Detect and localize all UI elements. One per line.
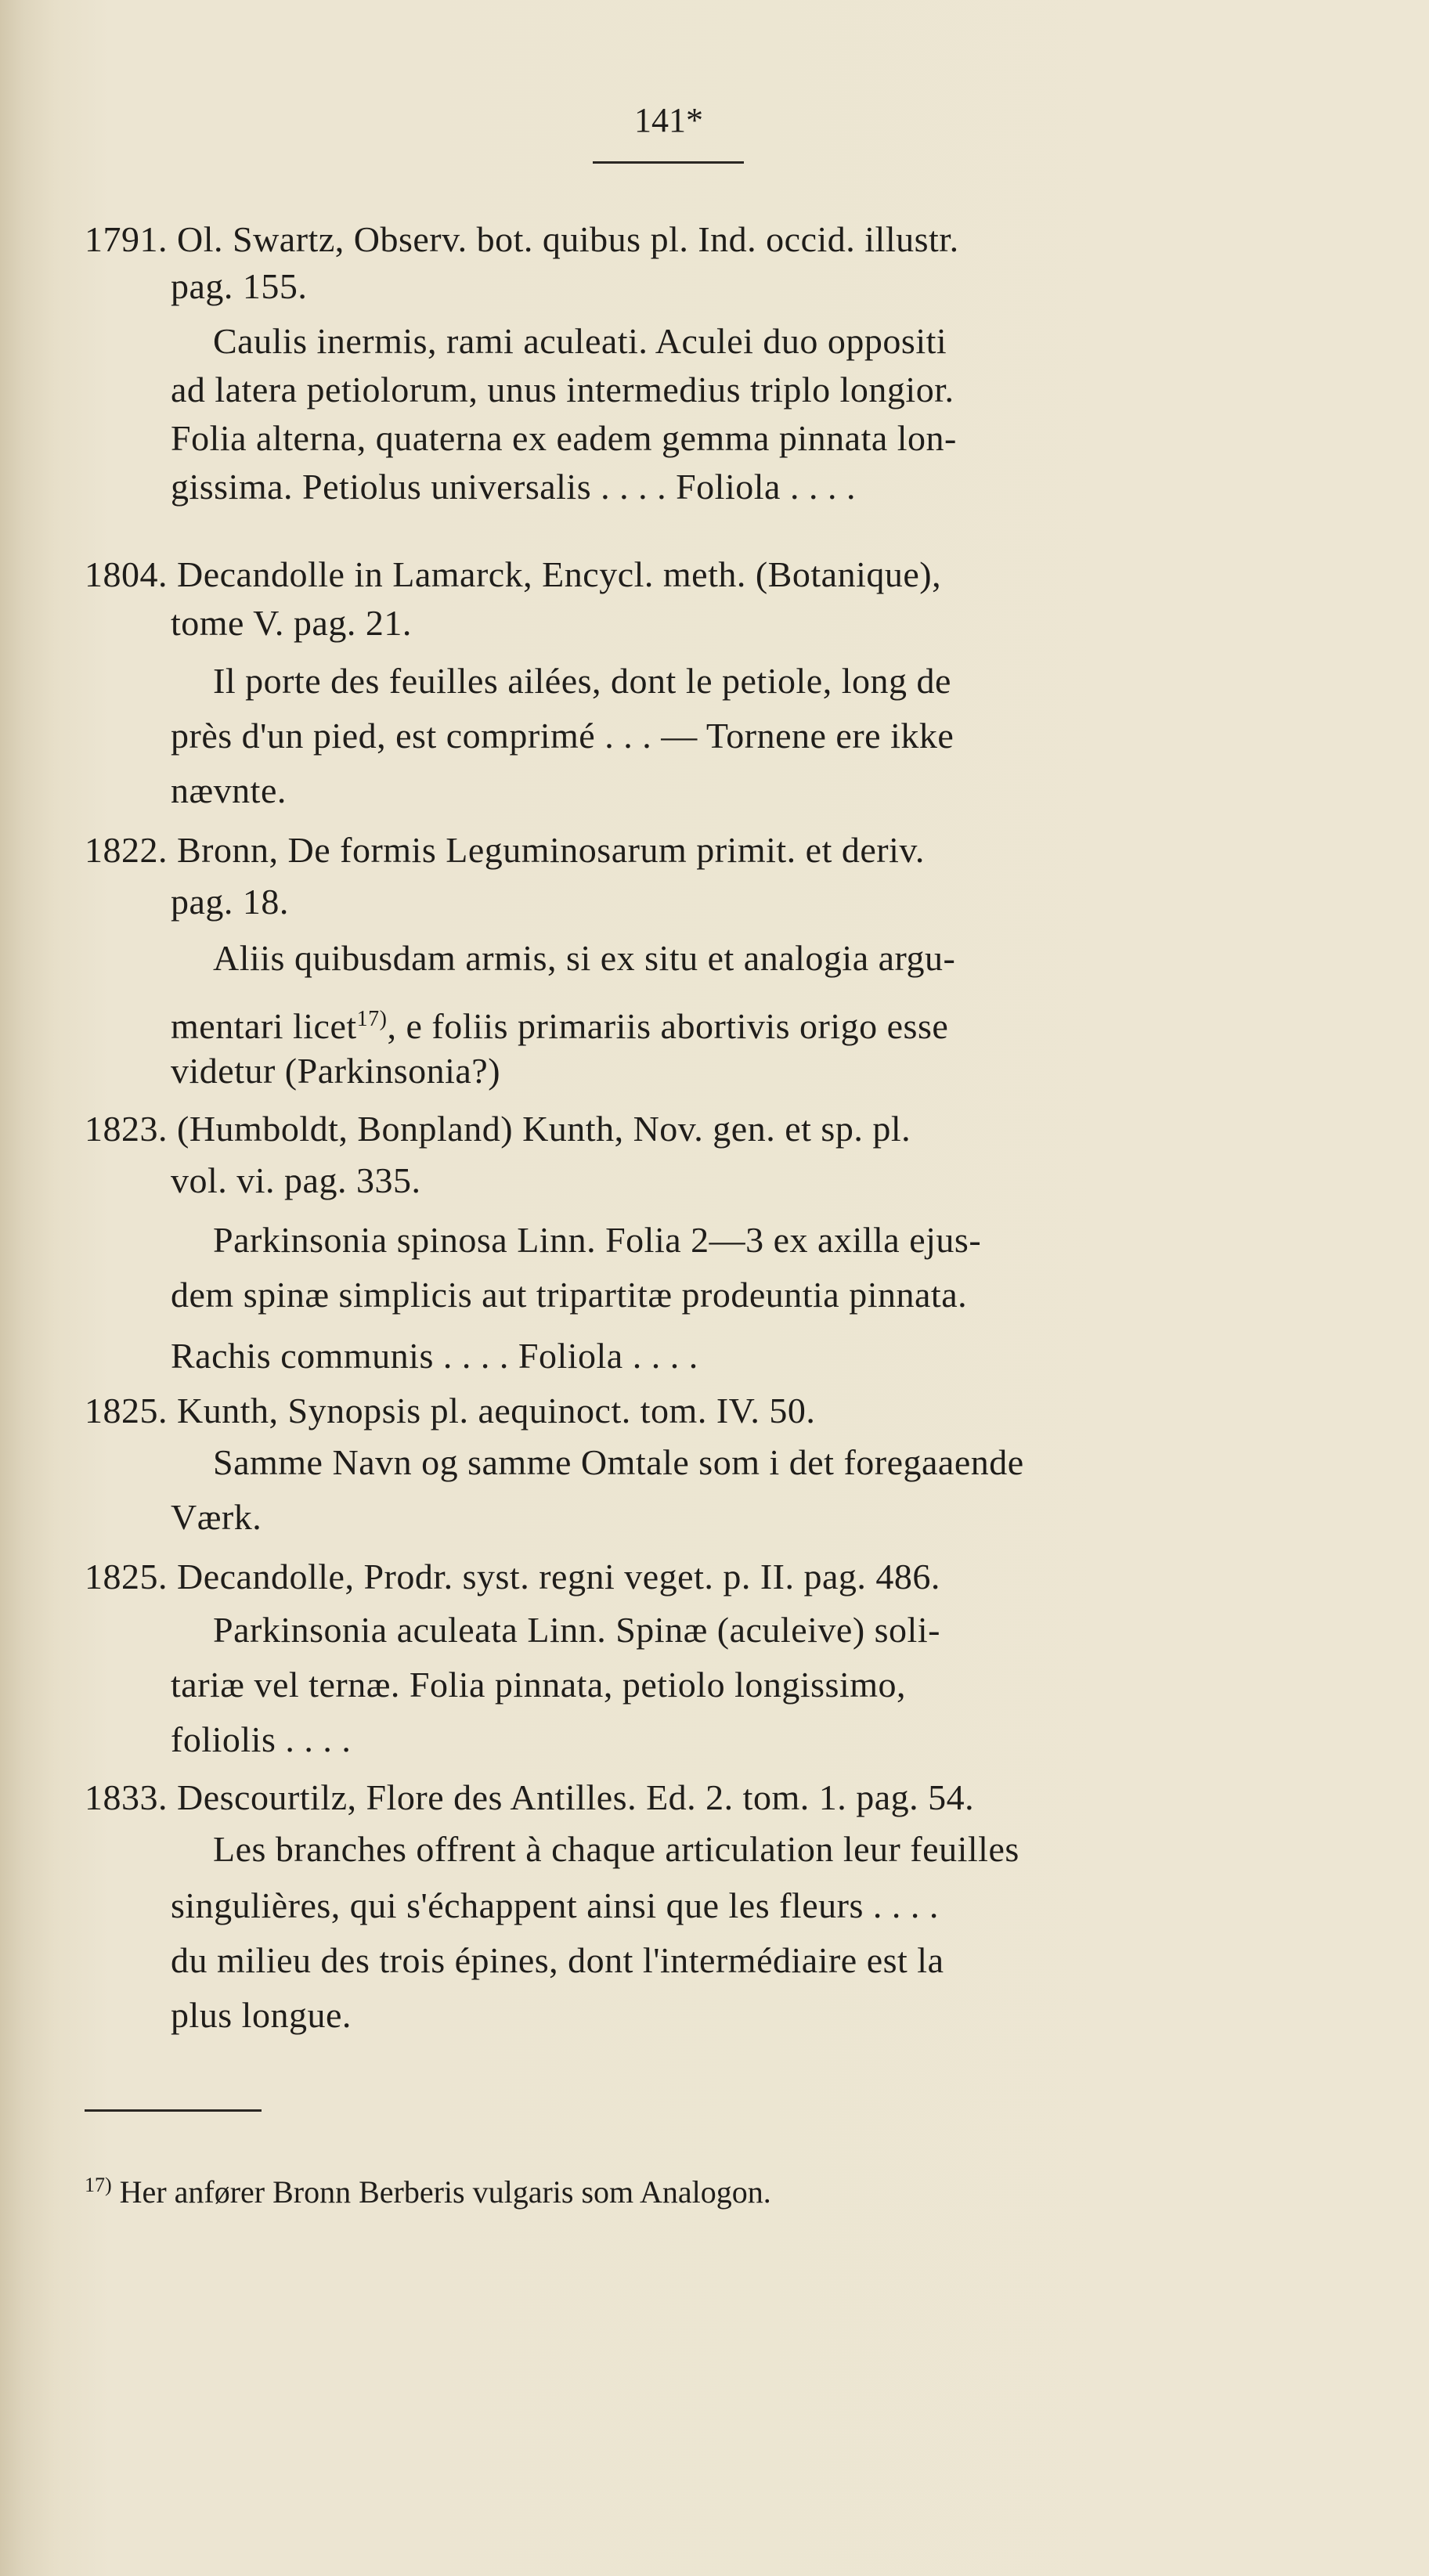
entry-1822-heading: 1822. Bronn, De formis Leguminosarum primit. et deriv. [85, 830, 925, 870]
entry-1791-text-line: Folia alterna, quaterna ex eadem gemma pinnata lon- [171, 418, 957, 458]
entry-1804-text-line: Il porte des feuilles ailées, dont le petiole, long de [213, 661, 951, 701]
entry-1825-decandolle-text-line: tariæ vel ternæ. Folia pinnata, petiolo longissimo, [171, 1665, 907, 1705]
footnote-divider [85, 2109, 262, 2112]
page-number: 141* [634, 101, 703, 139]
footnote-marker: 17) [85, 2174, 112, 2196]
entry-1823-heading: 1823. (Humboldt, Bonpland) Kunth, Nov. gen. et sp. pl. [85, 1109, 911, 1149]
entry-1825-kunth-text-line: Samme Navn og samme Omtale som i det foregaaende [213, 1442, 1024, 1482]
entry-1822-text-fragment: mentari licet [171, 1006, 357, 1046]
entry-1804-text-line: nævnte. [171, 770, 287, 810]
entry-1791-text-line: ad latera petiolorum, unus intermedius triplo longior. [171, 370, 954, 409]
entry-1833-heading: 1833. Descourtilz, Flore des Antilles. Ed. 2. tom. 1. pag. 54. [85, 1777, 975, 1817]
entry-1833-text-line: singulières, qui s'échappent ainsi que les fleurs . . . . [171, 1885, 939, 1925]
entry-1822-text-line [171, 998, 948, 1048]
entry-1804-text-line: près d'un pied, est comprimé . . . — Tornene ere ikke [171, 716, 954, 756]
entry-1822-heading-cont: pag. 18. [171, 882, 289, 922]
entry-1791-heading: 1791. Ol. Swartz, Observ. bot. quibus pl. Ind. occid. illustr. [85, 219, 959, 259]
footnote-reference-17: 17) [356, 1007, 388, 1031]
entry-1823-heading-cont: vol. vi. pag. 335. [171, 1160, 421, 1200]
entry-1791-heading-cont: pag. 155. [171, 266, 308, 306]
entry-1791-text-line: gissima. Petiolus universalis . . . . Foliola . . . . [171, 467, 856, 507]
entry-1823-text-line: dem spinæ simplicis aut tripartitæ prodeuntia pinnata. [171, 1275, 968, 1315]
entry-1825-decandolle-heading: 1825. Decandolle, Prodr. syst. regni veget. p. II. pag. 486. [85, 1557, 940, 1596]
entry-1825-kunth-text-line: Værk. [171, 1497, 262, 1537]
entry-1822-text-fragment: , e foliis primariis abortivis origo esse [387, 1006, 949, 1046]
entry-1833-text-line: plus longue. [171, 1995, 352, 2035]
entry-1791-text-line: Caulis inermis, rami aculeati. Aculei duo oppositi [213, 321, 947, 361]
entry-1833-text-line: Les branches offrent à chaque articulation leur feuilles [213, 1829, 1019, 1869]
entry-1825-kunth-heading: 1825. Kunth, Synopsis pl. aequinoct. tom. IV. 50. [85, 1391, 816, 1431]
entry-1804-heading-cont: tome V. pag. 21. [171, 603, 412, 643]
entry-1822-text-line: Aliis quibusdam armis, si ex situ et analogia argu- [213, 938, 956, 978]
footnote-text: Her anfører Bronn Berberis vulgaris som Analogon. [119, 2174, 771, 2210]
entry-1823-text-line: Parkinsonia spinosa Linn. Folia 2—3 ex axilla ejus- [213, 1220, 982, 1260]
entry-1804-heading: 1804. Decandolle in Lamarck, Encycl. meth. (Botanique), [85, 554, 942, 594]
entry-1825-decandolle-text-line: foliolis . . . . [171, 1719, 352, 1759]
entry-1833-text-line: du milieu des trois épines, dont l'intermédiaire est la [171, 1940, 944, 1980]
footnote [85, 2166, 771, 2212]
entry-1825-decandolle-text-line: Parkinsonia aculeata Linn. Spinæ (aculeive) soli- [213, 1610, 940, 1650]
entry-1823-text-line: Rachis communis . . . . Foliola . . . . [171, 1336, 698, 1376]
page-number-underline [593, 161, 744, 164]
entry-1822-text-line: videtur (Parkinsonia?) [171, 1051, 501, 1091]
